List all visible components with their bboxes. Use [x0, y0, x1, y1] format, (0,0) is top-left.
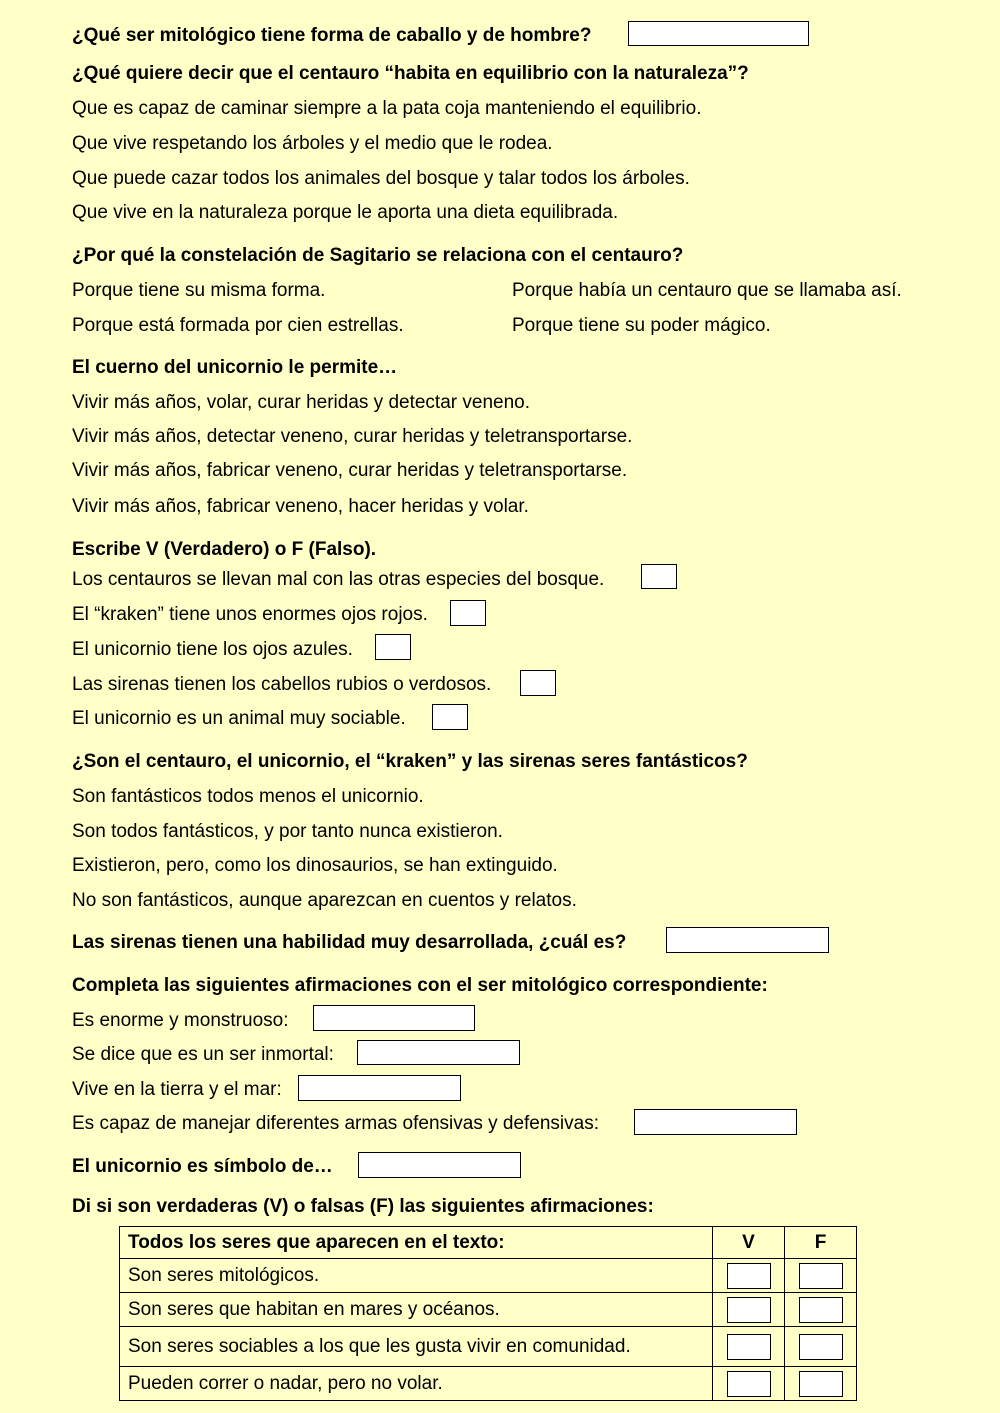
statement-5d: Las sirenas tienen los cabellos rubios o verdosos.: [72, 674, 492, 695]
statement-8a: Es enorme y monstruoso:: [72, 1010, 289, 1031]
answer-box-8b[interactable]: [357, 1040, 520, 1065]
table-header-row: [120, 1227, 857, 1259]
statement-5b: El “kraken” tiene unos enormes ojos rojos.: [72, 604, 428, 625]
table-header: Todos los seres que aparecen en el texto:: [120, 1227, 713, 1259]
question-4: El cuerno del unicornio le permite…: [72, 357, 398, 378]
f-checkbox[interactable]: [799, 1334, 843, 1360]
row-statement: Son seres sociables a los que les gusta vivir en comunidad.: [120, 1327, 713, 1367]
vf-box-5e[interactable]: [432, 704, 468, 730]
statement-5c: El unicornio tiene los ojos azules.: [72, 639, 353, 660]
v-checkbox[interactable]: [727, 1263, 771, 1289]
vf-box-5a[interactable]: [641, 564, 677, 589]
answer-box-8c[interactable]: [298, 1075, 461, 1101]
option-4d[interactable]: Vivir más años, fabricar veneno, hacer heridas y volar.: [72, 496, 529, 517]
question-1: ¿Qué ser mitológico tiene forma de caballo y de hombre?: [72, 25, 592, 46]
table-row: [120, 1367, 857, 1401]
option-2c[interactable]: Que puede cazar todos los animales del bosque y talar todos los árboles.: [72, 168, 690, 189]
v-checkbox[interactable]: [727, 1371, 771, 1397]
column-f-header: F: [785, 1227, 857, 1259]
f-checkbox[interactable]: [799, 1297, 843, 1323]
statement-8c: Vive en la tierra y el mar:: [72, 1079, 282, 1100]
f-checkbox[interactable]: [799, 1263, 843, 1289]
table-row: [120, 1327, 857, 1367]
option-4c[interactable]: Vivir más años, fabricar veneno, curar heridas y teletransportarse.: [72, 460, 628, 481]
true-false-table: [119, 1226, 857, 1401]
option-6a[interactable]: Son fantásticos todos menos el unicornio.: [72, 786, 424, 807]
statement-8b: Se dice que es un ser inmortal:: [72, 1044, 334, 1065]
question-3: ¿Por qué la constelación de Sagitario se relaciona con el centauro?: [72, 245, 684, 266]
question-9: El unicornio es símbolo de…: [72, 1156, 333, 1177]
statement-5a: Los centauros se llevan mal con las otras especies del bosque.: [72, 569, 605, 590]
option-2a[interactable]: Que es capaz de caminar siempre a la pata coja manteniendo el equilibrio.: [72, 98, 702, 119]
option-3c[interactable]: Porque está formada por cien estrellas.: [72, 315, 404, 336]
row-statement: Son seres mitológicos.: [120, 1259, 713, 1293]
answer-box-9[interactable]: [358, 1152, 521, 1178]
question-5: Escribe V (Verdadero) o F (Falso).: [72, 539, 377, 560]
option-4a[interactable]: Vivir más años, volar, curar heridas y detectar veneno.: [72, 392, 530, 413]
row-statement: Son seres que habitan en mares y océanos.: [120, 1293, 713, 1327]
option-3d[interactable]: Porque tiene su poder mágico.: [512, 315, 771, 336]
answer-box-1[interactable]: [628, 21, 809, 46]
option-2d[interactable]: Que vive en la naturaleza porque le aporta una dieta equilibrada.: [72, 202, 619, 223]
table-row: [120, 1259, 857, 1293]
answer-box-7[interactable]: [666, 927, 829, 953]
question-2: ¿Qué quiere decir que el centauro “habita en equilibrio con la naturaleza”?: [72, 63, 749, 84]
answer-box-8a[interactable]: [313, 1005, 475, 1031]
statement-5e: El unicornio es un animal muy sociable.: [72, 708, 406, 729]
v-checkbox[interactable]: [727, 1334, 771, 1360]
row-statement: Pueden correr o nadar, pero no volar.: [120, 1367, 713, 1401]
question-7: Las sirenas tienen una habilidad muy desarrollada, ¿cuál es?: [72, 932, 627, 953]
question-6: ¿Son el centauro, el unicornio, el “kraken” y las sirenas seres fantásticos?: [72, 751, 748, 772]
table-row: [120, 1293, 857, 1327]
option-3a[interactable]: Porque tiene su misma forma.: [72, 280, 326, 301]
option-2b[interactable]: Que vive respetando los árboles y el medio que le rodea.: [72, 133, 553, 154]
option-3b[interactable]: Porque había un centauro que se llamaba así.: [512, 280, 902, 301]
question-8: Completa las siguientes afirmaciones con el ser mitológico correspondiente:: [72, 975, 768, 996]
answer-box-8d[interactable]: [634, 1109, 797, 1135]
question-10: Di si son verdaderas (V) o falsas (F) las siguientes afirmaciones:: [72, 1196, 654, 1217]
option-6b[interactable]: Son todos fantásticos, y por tanto nunca existieron.: [72, 821, 503, 842]
statement-8d: Es capaz de manejar diferentes armas ofensivas y defensivas:: [72, 1113, 599, 1134]
option-6d[interactable]: No son fantásticos, aunque aparezcan en cuentos y relatos.: [72, 890, 577, 911]
vf-box-5d[interactable]: [520, 670, 556, 696]
option-6c[interactable]: Existieron, pero, como los dinosaurios, se han extinguido.: [72, 855, 558, 876]
f-checkbox[interactable]: [799, 1371, 843, 1397]
vf-box-5b[interactable]: [450, 600, 486, 626]
option-4b[interactable]: Vivir más años, detectar veneno, curar heridas y teletransportarse.: [72, 426, 633, 447]
column-v-header: V: [713, 1227, 785, 1259]
vf-box-5c[interactable]: [375, 634, 411, 660]
v-checkbox[interactable]: [727, 1297, 771, 1323]
